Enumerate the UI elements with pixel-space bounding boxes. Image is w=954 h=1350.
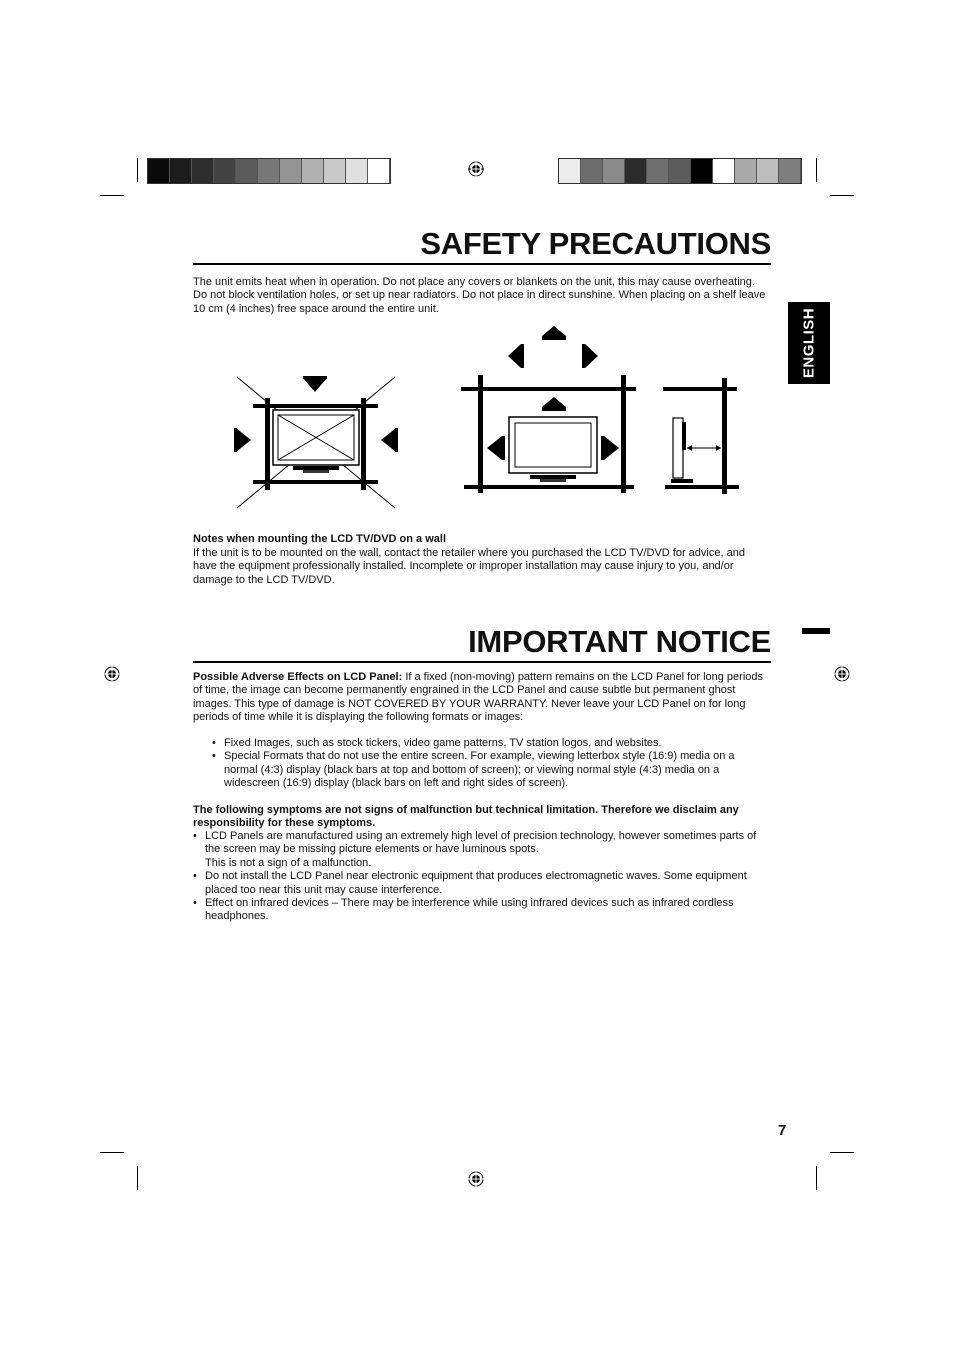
color-swatch [647,159,669,183]
crop-mark [137,1166,138,1190]
color-swatch [148,159,170,183]
wall-mount-text: If the unit is to be mounted on the wall, contact the retailer where you purchased the LCD TV/DVD for advice, and have the equipment professionally installed. Incomplete or improper installation may cause injury to you, and/or damage to the LCD TV/DVD. [193,547,745,586]
color-calibration-bar-right [558,158,802,184]
registration-target-icon [104,666,120,682]
crop-mark [100,195,124,196]
color-swatch [192,159,214,183]
notice-lead-paragraph [193,671,771,725]
crop-mark [830,195,854,196]
registration-target-icon [834,666,850,682]
title-rule [193,263,771,265]
symptom-text: Effect on infrared devices – There may be interference while using infrared devices such as infrared cordless headphones. [205,897,734,923]
color-swatch [346,159,368,183]
incorrect-placement-figure [234,376,398,508]
symptom-text: LCD Panels are manufactured using an extremely high level of precision technology, however sometimes parts of the screen may be missing picture elements or have luminous spots. [205,830,757,856]
symptom-note: This is not a sign of a malfunction. [205,856,372,869]
list-item [193,830,771,870]
registration-target-icon [468,161,484,177]
color-swatch [691,159,713,183]
crop-mark [816,1166,817,1190]
list-item [193,897,771,924]
ventilation-diagram [225,318,745,518]
list-item: • Fixed Images, such as stock tickers, video game patterns, TV station logos, and websites. [212,737,760,750]
correct-placement-figure [461,326,636,493]
color-swatch [324,159,346,183]
color-swatch [779,159,801,183]
page-title-notice: IMPORTANT NOTICE [468,624,771,659]
color-swatch [214,159,236,183]
language-tab-label: ENGLISH [800,307,818,379]
crop-mark [137,158,138,182]
color-swatch [713,159,735,183]
color-swatch [258,159,280,183]
crop-mark [830,1152,854,1153]
color-swatch [735,159,757,183]
section-marker [802,628,830,634]
crop-mark [100,1152,124,1153]
color-swatch [625,159,647,183]
side-view-figure [663,378,739,494]
safety-intro: The unit emits heat when in operation. Do not place any covers or blankets on the unit, this may cause overheating. Do not block ventilation holes, or set up near radiators. Do not place in direct sunshine. When placing on a shelf leave 10 cm (4 inches) free space around the entire unit. [193,276,766,315]
color-swatch [170,159,192,183]
notice-lead-bold: Possible Adverse Effects on LCD Panel: [193,671,403,683]
format-list [212,737,760,791]
language-tab [788,302,830,384]
color-swatch [302,159,324,183]
title-rule [193,661,771,663]
crop-mark [816,158,817,182]
symptom-text: Do not install the LCD Panel near electronic equipment that produces electromagnetic waves. Some equipment placed too near this unit may cause interference. [205,870,747,896]
color-swatch [368,159,390,183]
color-swatch [581,159,603,183]
notice-lead-text: If a fixed (non-moving) pattern remains on the LCD Panel for long periods of time, the image can become permanently engrained in the LCD Panel and cause subtle but permanent ghost images. This type of damage is NOT COVERED BY YOUR WARRANTY. Never leave your LCD Panel on for long periods of time while it is displaying the following formats or images: [193,671,764,724]
symptom-list [193,830,771,924]
color-swatch [559,159,581,183]
page-title-safety: SAFETY PRECAUTIONS [420,226,771,261]
color-swatch [236,159,258,183]
list-item [193,870,771,897]
list-item: • Special Formats that do not use the entire screen. For example, viewing letterbox style (16:9) media on a normal (4:3) display (black bars at top and bottom of screen); or viewing normal style (4:3) media on a widescreen (16:9) display (black bars on left and right sides of screen). [212,750,760,790]
color-swatch [757,159,779,183]
color-swatch [603,159,625,183]
color-swatch [280,159,302,183]
color-swatch [669,159,691,183]
page-number: 7 [778,1122,787,1139]
registration-target-icon [468,1171,484,1187]
wall-mount-heading: Notes when mounting the LCD TV/DVD on a wall [193,533,447,545]
symptoms-heading: The following symptoms are not signs of malfunction but technical limitation. Therefore we disclaim any responsibility for these symptoms. [193,804,739,830]
color-calibration-bar-left [147,158,391,184]
